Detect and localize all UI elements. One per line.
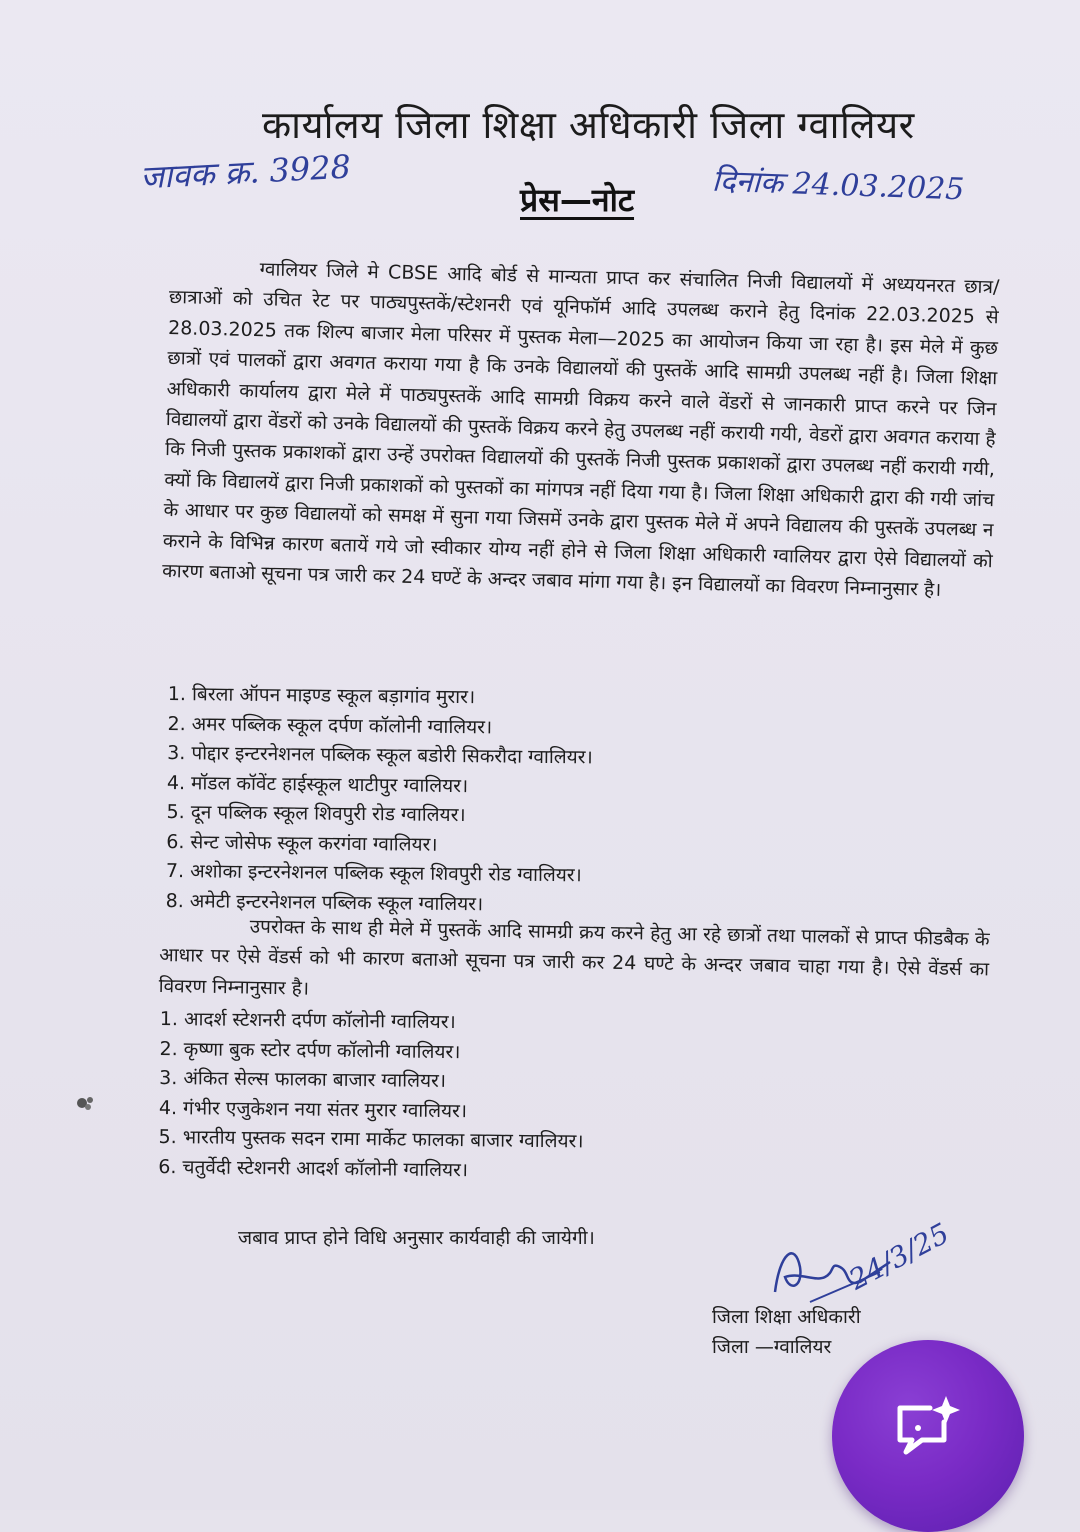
closing-statement: जबाव प्राप्त होने विधि अनुसार कार्यवाही की जायेगी। (238, 1227, 595, 1249)
list-item: 1. बिरला ऑपन माइण्ड स्कूल बड़ागांव मुरार। (167, 682, 476, 709)
paragraph-vendors-text: उपरोक्त के साथ ही मेले में पुस्तकें आदि सामग्री क्रय करने हेतु आ रहे छात्रों तथा पालकों से प्राप्त फीडबैक के आधार पर ऐसे वेंडर्स को भी कारण बताओ सूचना पत्र जारी कर 24 घण्टे के अन्दर जबाव चाहा गया है। ऐसे वेंडर्स का विवरण निम्नानुसार है। (158, 915, 990, 1000)
handwritten-date: दिनांक 24.03.2025 (711, 163, 965, 208)
press-note-title: प्रेस—नोट (520, 181, 635, 219)
office-title: कार्यालय जिला शिक्षा अधिकारी जिला ग्वालियर (262, 103, 915, 147)
list-item: 2. अमर पब्लिक स्कूल दर्पण कॉलोनी ग्वालियर। (167, 712, 493, 738)
list-item: 2. कृष्णा बुक स्टोर दर्पण कॉलोनी ग्वालियर। (159, 1037, 461, 1063)
list-item: 5. दून पब्लिक स्कूल शिवपुरी रोड ग्वालियर। (166, 800, 466, 827)
list-item: 8. अमेटी इन्टरनेशनल पब्लिक स्कूल ग्वालियर। (165, 889, 484, 915)
list-item: 4. मॉडल कॉवेंट हाईस्कूल थाटीपुर ग्वालियर। (166, 771, 469, 797)
list-item: 3. अंकित सेल्स फालका बाजार ग्वालियर। (159, 1066, 447, 1092)
signatory-designation (712, 1302, 861, 1362)
ink-mark (74, 1092, 100, 1114)
list-item: 3. पोद्दार इन्टरनेशनल पब्लिक स्कूल बडोरी सिकरौदा ग्वालियर। (167, 741, 593, 769)
paragraph-intro-text: ग्वालियर जिले मे CBSE आदि बोर्ड से मान्यता प्राप्त कर संचालित निजी विद्यालयों में अध्ययनरत छात्र/छात्राओं को उचित रेट पर पाठ्यपुस्तकें/स्टेशनरी एवं यूनिफॉर्म आदि उपलब्ध कराने हेतु दिनांक 22.03.2025 से 28.03.2025 तक शिल्प बाजार मेला परिसर में पुस्तक मेला—2025 का आयोजन किया जा रहा है। इस मेले में कुछ छात्रों एवं पालकों द्वारा अवगत कराया गया है कि उनके विद्यालयों की पुस्तकें आदि सामग्री उपलब्ध नहीं है। जिला शिक्षा अधिकारी कार्यालय द्वारा मेले में पाठ्यपुस्तकें आदि सामग्री विक्रय करने वाले वेंडरों से जानकारी प्राप्त करने पर जिन विद्यालयों द्वारा वेंडरों को उनके विद्यालयों की पुस्तकें विक्रय करने हेतु उपलब्ध नहीं करायी गयी, वेडरों द्वारा अवगत कराया है कि निजी पुस्तक प्रकाशकों द्वारा उन्हें उपरोक्त विद्यालयों की पुस्तकें निजी पुस्तक प्रकाशकों द्वारा उपलब्ध नहीं करायी गयी, क्यों कि विद्यालयें द्वारा निजी प्रकाशकों को पुस्तकों का मांगपत्र नहीं दिया गया है। जिला शिक्षा अधिकारी द्वारा की गयी जांच के आधार पर कुछ विद्यालयों को समक्ष में सुना गया जिसमें उनके द्वारा पुस्तक मेले में अपने विद्यालय की पुस्तकें उपलब्ध न कराने के विभिन्न कारण बतायें गये जो स्वीकार योग्य नहीं होने से जिला शिक्षा अधिकारी ग्वालियर द्वारा ऐसे विद्यालयों को कारण बताओ सूचना पत्र जारी कर 24 घण्टें के अन्दर जबाव मांगा गया है। इन विद्यालयों का विवरण निम्नानुसार है। (161, 258, 1000, 602)
list-item: 4. गंभीर एजुकेशन नया संतर मुरार ग्वालियर। (158, 1096, 468, 1122)
ai-assistant-button[interactable] (832, 1340, 1024, 1532)
list-item: 6. सेन्ट जोसेफ स्कूल करगंवा ग्वालियर। (166, 830, 438, 856)
list-item: 1. आदर्श स्टेशनरी दर्पण कॉलोनी ग्वालियर। (159, 1007, 456, 1034)
sparkle-chat-icon (890, 1390, 966, 1466)
list-item: 5. भारतीय पुस्तक सदन रामा मार्केट फालका बाजार ग्वालियर। (158, 1125, 584, 1153)
paragraph-vendors (158, 910, 989, 1016)
schools-list (166, 680, 594, 920)
designation-line: जिला शिक्षा अधिकारी (712, 1306, 861, 1328)
vendors-list (158, 1005, 585, 1186)
signature-date: 24/3/25 (843, 1216, 955, 1297)
designation-line: जिला —ग्वालियर (712, 1336, 832, 1358)
list-item: 6. चतुर्वेदी स्टेशनरी आदर्श कॉलोनी ग्वालियर। (158, 1155, 469, 1181)
list-item: 7. अशोका इन्टरनेशनल पब्लिक स्कूल शिवपुरी रोड ग्वालियर। (165, 859, 582, 887)
handwritten-ref-number: जावक क्र. 3928 (139, 147, 352, 197)
paragraph-intro (162, 252, 1000, 607)
